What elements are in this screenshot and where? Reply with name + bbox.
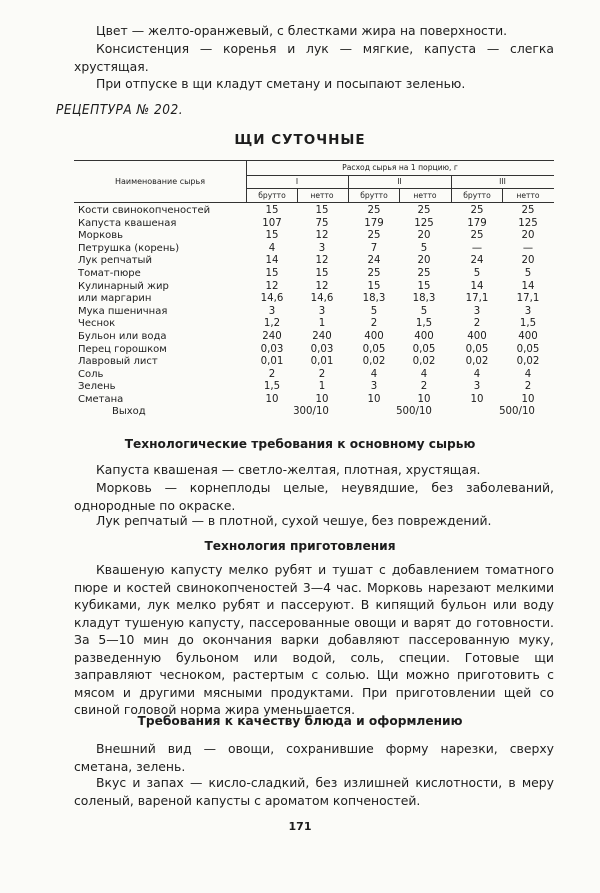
brutto-value: 0,05 (362, 343, 386, 355)
raw-cabbage: Капуста квашеная — светло-желтая, плотная, хрустящая. (96, 462, 481, 477)
netto-value: 0,01 (310, 356, 334, 368)
brutto-value: 25 (367, 230, 381, 242)
ingredient-name: Зелень (78, 381, 116, 393)
table-row (74, 331, 554, 344)
netto-value: 14,6 (310, 293, 334, 305)
netto-value: 2 (524, 381, 532, 393)
netto-value: 3 (318, 305, 326, 317)
brutto-value: 0,02 (362, 356, 386, 368)
table-row (74, 243, 554, 256)
sub-divider (399, 188, 400, 202)
netto-value: 400 (414, 331, 434, 342)
brutto-value: 4 (268, 242, 276, 254)
yield-value: 500/10 (396, 406, 432, 417)
netto-value: 240 (312, 331, 332, 342)
brutto-value: 0,03 (260, 343, 284, 355)
brutto-value: 3 (268, 305, 276, 317)
ingredient-name: Морковь (78, 230, 124, 242)
yield-value: 500/10 (499, 406, 535, 417)
brutto-value: 15 (265, 230, 279, 242)
brutto-value: 4 (370, 368, 378, 380)
brutto-value: 15 (367, 280, 381, 292)
brutto-value: 107 (262, 217, 282, 229)
ingredient-name: Кости свинокопченостей (78, 205, 211, 216)
table-row (74, 281, 554, 294)
netto-value: 18,3 (412, 293, 436, 305)
ingredient-name: Соль (78, 368, 104, 380)
table-row (74, 255, 554, 268)
dish-title: ЩИ СУТОЧНЫЕ (234, 132, 366, 148)
brutto-value: 3 (473, 381, 481, 393)
ingredient-name: Томат-пюре (78, 268, 141, 279)
table-row (74, 394, 554, 407)
cooking-text: Квашеную капусту мелко рубят и тушат с добавлением томатного пюре и костей свинокопченостей 3—4 час. Морковь нарезают мелкими кубиками, лук мелко рубят и пассеруют. В кипящий бульон или воду кладут тушеную капусту, пассерованные овощи и варят до готовности. За 5—10 мин до окончания варки добавляют пассерованную муку, разведенную бульоном или водой, соль, специи. Готовые щи заправляют чесноком, растертым с солью. Щи можно приготовить с мясом и другими мясными продуктами. При приготовлении щей со свиной головой норма жира уменьшается. (74, 562, 554, 717)
brutto-value: 2 (268, 368, 276, 380)
group-header: III (499, 177, 506, 186)
netto-value: 17,1 (516, 293, 540, 305)
netto-value: 0,05 (412, 343, 436, 355)
table-top-rule (74, 160, 554, 161)
netto-value: 20 (521, 255, 535, 267)
netto-value: 5 (524, 268, 532, 279)
ingredient-name: Перец горошком (78, 343, 167, 355)
brutto-value: 4 (473, 368, 481, 380)
yield-value: 300/10 (293, 406, 329, 417)
table-row (74, 381, 554, 394)
brutto-value: 0,01 (260, 356, 284, 368)
table-row (74, 218, 554, 231)
table-row (74, 293, 554, 306)
brutto-value: 25 (367, 205, 381, 216)
intro-color: Цвет — желто-оранжевый, с блестками жира на поверхности. (96, 23, 508, 38)
brutto-value: 0,05 (465, 343, 489, 355)
sub-header-brutto: брутто (360, 191, 388, 200)
brutto-value: 0,02 (465, 356, 489, 368)
ingredient-name: Кулинарный жир (78, 280, 169, 292)
brutto-value: 14,6 (260, 293, 284, 305)
yield-row (74, 406, 554, 419)
netto-value: 1,5 (519, 318, 537, 330)
brutto-value: 400 (364, 331, 384, 342)
netto-value: 5 (420, 305, 428, 317)
brutto-value: 2 (370, 318, 378, 330)
page-number: 171 (288, 820, 312, 833)
brutto-value: 15 (265, 268, 279, 279)
table-header-rule-1 (246, 175, 554, 176)
netto-value: 10 (417, 394, 431, 405)
netto-value: 0,02 (516, 356, 540, 368)
brutto-value: 179 (364, 217, 384, 229)
netto-value: 25 (417, 268, 431, 279)
brutto-value: 14 (470, 280, 484, 292)
netto-value: 400 (518, 331, 538, 342)
netto-value: 10 (521, 394, 535, 405)
group-header: I (295, 177, 299, 186)
sub-divider (297, 188, 298, 202)
netto-value: 12 (315, 230, 329, 242)
table-row (74, 344, 554, 357)
ingredient-name: Чеснок (78, 318, 116, 330)
brutto-value: 179 (467, 217, 487, 229)
raw-onion: Лук репчатый — в плотной, сухой чешуе, без повреждений. (96, 513, 492, 528)
brutto-value: 17,1 (465, 293, 489, 305)
netto-value: 4 (420, 368, 428, 380)
netto-value: 15 (315, 205, 329, 216)
netto-value: 2 (318, 368, 326, 380)
netto-value: 1,5 (415, 318, 433, 330)
table-row (74, 230, 554, 243)
brutto-value: 7 (370, 242, 378, 254)
netto-value: 12 (315, 280, 329, 292)
netto-value: 1 (318, 381, 326, 393)
table-row (74, 205, 554, 218)
brutto-value: 10 (367, 394, 381, 405)
netto-value: 125 (518, 217, 538, 229)
brutto-value: 1,5 (263, 381, 281, 393)
ingredient-name: Мука пшеничная (78, 305, 168, 317)
sub-header-netto: нетто (516, 191, 540, 200)
netto-value: 14 (521, 280, 535, 292)
netto-value: 2 (420, 381, 428, 393)
brutto-value: 12 (265, 280, 279, 292)
col-name-header: Наименование сырья (114, 177, 206, 186)
group-header: II (397, 177, 402, 186)
netto-value: 0,02 (412, 356, 436, 368)
intro-serving: При отпуске в щи кладут сметану и посыпают зеленью. (96, 76, 466, 91)
brutto-value: 10 (265, 394, 279, 405)
brutto-value: 2 (473, 318, 481, 330)
brutto-value: 3 (370, 381, 378, 393)
table-row (74, 318, 554, 331)
netto-value: 20 (521, 230, 535, 242)
brutto-value: 5 (370, 305, 378, 317)
brutto-value: 1,2 (263, 318, 281, 330)
sub-divider (502, 188, 503, 202)
ingredient-name: или маргарин (78, 293, 152, 305)
ingredient-name: Бульон или вода (78, 331, 167, 342)
table-row (74, 369, 554, 382)
section-title-raw: Технологические требования к основному сырью (124, 437, 476, 451)
brutto-value: 14 (265, 255, 279, 267)
netto-value: 75 (315, 217, 329, 229)
brutto-value: 24 (470, 255, 484, 267)
netto-value: 15 (315, 268, 329, 279)
netto-value: 10 (315, 394, 329, 405)
netto-value: 3 (318, 242, 326, 254)
quality-taste: Вкус и запах — кисло-сладкий, без излишней кислотности, в меру соленый, вареной капусты с ароматом копченостей. (74, 775, 554, 808)
brutto-value: 25 (367, 268, 381, 279)
brutto-value: 15 (265, 205, 279, 216)
netto-value: 12 (315, 255, 329, 267)
brutto-value: 10 (470, 394, 484, 405)
netto-value: 125 (414, 217, 434, 229)
ingredient-name: Петрушка (корень) (78, 242, 180, 254)
ingredient-name: Сметана (78, 394, 124, 405)
recipe-number: РЕЦЕПТУРА № 202. (56, 102, 184, 118)
brutto-value: 18,3 (362, 293, 386, 305)
netto-value: 4 (524, 368, 532, 380)
netto-value: — (522, 242, 534, 254)
netto-value: 0,03 (310, 343, 334, 355)
ingredient-name: Лук репчатый (78, 255, 152, 267)
sub-header-netto: нетто (413, 191, 437, 200)
brutto-value: 5 (473, 268, 481, 279)
netto-value: 3 (524, 305, 532, 317)
table-header-rule-2 (246, 188, 554, 189)
consumption-header: Расход сырья на 1 порцию, г (342, 163, 458, 172)
brutto-value: — (471, 242, 483, 254)
netto-value: 25 (417, 205, 431, 216)
sub-header-brutto: брутто (258, 191, 286, 200)
netto-value: 15 (417, 280, 431, 292)
brutto-value: 25 (470, 205, 484, 216)
netto-value: 5 (420, 242, 428, 254)
table-row (74, 306, 554, 319)
brutto-value: 25 (470, 230, 484, 242)
netto-value: 20 (417, 230, 431, 242)
brutto-value: 3 (473, 305, 481, 317)
brutto-value: 400 (467, 331, 487, 342)
quality-appearance: Внешний вид — овощи, сохранившие форму нарезки, сверху сметана, зелень. (74, 741, 554, 774)
sub-header-netto: нетто (310, 191, 334, 200)
ingredient-name: Лавровый лист (78, 356, 158, 368)
table-row (74, 268, 554, 281)
brutto-value: 24 (367, 255, 381, 267)
intro-consistency: Консистенция — коренья и лук — мягкие, капуста — слегка хрустящая. (74, 41, 554, 74)
section-title-cooking: Технология приготовления (204, 539, 396, 553)
raw-carrot: Морковь — корнеплоды целые, неувядшие, без заболеваний, однородные по окраске. (74, 480, 554, 513)
section-title-quality: Требования к качеству блюда и оформлению (137, 714, 463, 728)
sub-header-brutto: брутто (463, 191, 491, 200)
ingredients-table (74, 160, 554, 428)
yield-label: Выход (112, 406, 146, 417)
netto-value: 1 (318, 318, 326, 330)
brutto-value: 240 (262, 331, 282, 342)
table-header-bottom-rule (74, 202, 554, 203)
netto-value: 0,05 (516, 343, 540, 355)
netto-value: 25 (521, 205, 535, 216)
ingredient-name: Капуста квашеная (78, 217, 177, 229)
table-row (74, 356, 554, 369)
netto-value: 20 (417, 255, 431, 267)
